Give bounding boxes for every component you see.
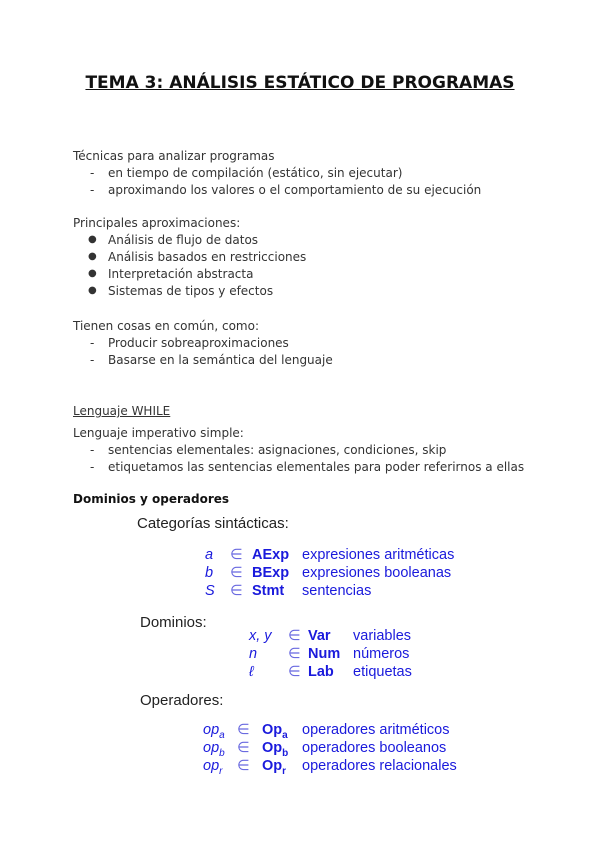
math-variable: b [205, 565, 214, 581]
math-set: Lab [308, 664, 334, 680]
subscript: b [282, 747, 289, 759]
list-item: Interpretación abstracta [108, 267, 254, 281]
section-link: Lenguaje WHILE [73, 404, 171, 418]
subsection-heading: Dominios y operadores [73, 492, 230, 506]
element-of-symbol: ∈ [237, 758, 250, 774]
math-description: etiquetas [353, 664, 412, 680]
math-set: Stmt [252, 583, 285, 599]
list-item: Análisis basados en restricciones [108, 250, 307, 264]
dash-icon: - [90, 460, 95, 474]
math-description: expresiones aritméticas [302, 547, 455, 563]
subscript: b [219, 747, 225, 759]
math-set: BExp [252, 565, 290, 581]
bullet-icon: ● [88, 234, 97, 245]
list-item: Análisis de flujo de datos [108, 233, 259, 247]
subscript: a [219, 729, 225, 741]
math-description: expresiones booleanas [302, 565, 452, 581]
math-variable: ℓ [249, 664, 254, 680]
math-variable: $op_r$ [203, 758, 223, 777]
math-description: variables [353, 628, 412, 644]
math-description: sentencias [302, 583, 372, 599]
math-set: AExp [252, 547, 290, 563]
list-item: sentencias elementales: asignaciones, condiciones, skip [108, 443, 447, 457]
bullet-icon: ● [88, 285, 97, 296]
list-item: Sistemas de tipos y efectos [108, 284, 274, 298]
dash-icon: - [90, 166, 95, 180]
math-variable: $op_a$ [203, 722, 225, 741]
list-item: Basarse en la semántica del lenguaje [108, 353, 333, 367]
dash-icon: - [90, 443, 95, 457]
section-heading: Lenguaje imperativo simple: [73, 426, 244, 440]
subscript: r [219, 765, 223, 777]
math-set: $Op_r$ [262, 758, 287, 777]
element-of-symbol: ∈ [230, 547, 243, 563]
math-set: Var [308, 628, 331, 644]
math-variable: S [205, 583, 215, 599]
element-of-symbol: ∈ [237, 740, 250, 756]
math-set: Num [308, 646, 341, 662]
element-of-symbol: ∈ [237, 722, 250, 738]
math-description: operadores relacionales [302, 758, 457, 774]
math-variable: $op_b$ [203, 740, 225, 759]
figure-heading: Operadores: [140, 692, 224, 709]
bullet-icon: ● [88, 268, 97, 279]
math-variable: a [205, 547, 214, 563]
math-set: $Op_a$ [262, 722, 288, 741]
math-set: $Op_b$ [262, 740, 289, 759]
element-of-symbol: ∈ [288, 628, 301, 644]
math-description: operadores booleanos [302, 740, 447, 756]
figure-heading: Dominios: [140, 614, 207, 631]
subscript: r [282, 765, 287, 777]
figure-heading: Categorías sintácticas: [137, 515, 289, 532]
math-variable: n [249, 646, 258, 662]
math-description: operadores aritméticos [302, 722, 450, 738]
element-of-symbol: ∈ [230, 565, 243, 581]
dash-icon: - [90, 183, 95, 197]
dash-icon: - [90, 353, 95, 367]
list-item: Producir sobreaproximaciones [108, 336, 289, 350]
math-variable: x, y [249, 628, 272, 644]
page-title: TEMA 3: ANÁLISIS ESTÁTICO DE PROGRAMAS [85, 73, 515, 93]
math-description: números [353, 646, 410, 662]
bullet-icon: ● [88, 251, 97, 262]
element-of-symbol: ∈ [288, 646, 301, 662]
section-heading: Principales aproximaciones: [73, 216, 241, 230]
list-item: etiquetamos las sentencias elementales para poder referirnos a ellas [108, 460, 525, 474]
element-of-symbol: ∈ [288, 664, 301, 680]
list-item: en tiempo de compilación (estático, sin ejecutar) [108, 166, 403, 180]
dash-icon: - [90, 336, 95, 350]
subscript: a [282, 729, 288, 741]
section-heading: Tienen cosas en común, como: [73, 319, 259, 333]
element-of-symbol: ∈ [230, 583, 243, 599]
list-item: aproximando los valores o el comportamiento de su ejecución [108, 183, 482, 197]
section-heading: Técnicas para analizar programas [73, 149, 275, 163]
